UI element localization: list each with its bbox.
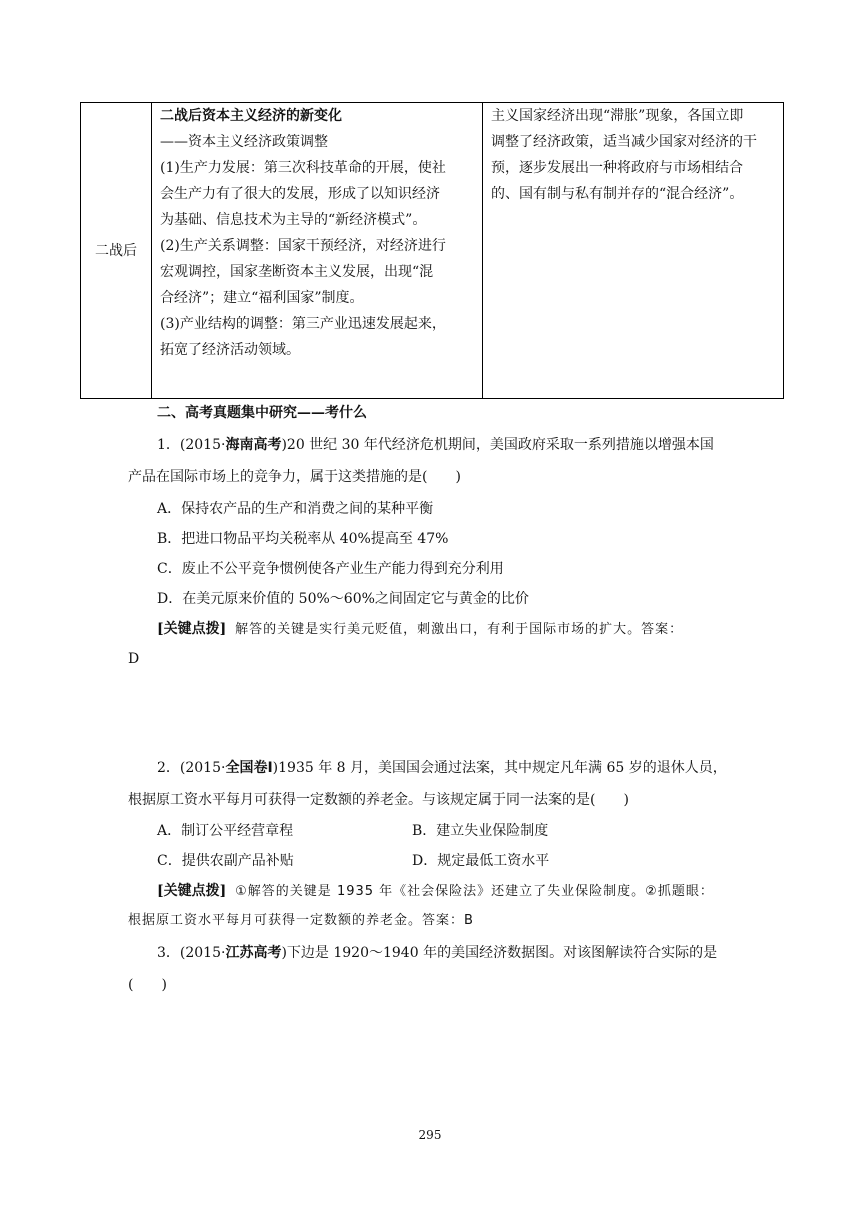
period-label: 二战后	[95, 242, 137, 259]
note-line: 调整了经济政策，适当减少国家对经济的干	[491, 134, 757, 150]
note-line: 主义国家经济出现“滞胀”现象，各国立即	[491, 108, 744, 124]
q2-tip-text-1: ①解答的关键是 1935 年《社会保险法》还建立了失业保险制度。②抓题眼：	[235, 884, 714, 899]
q2-tip-label: [关键点拨]	[157, 883, 227, 899]
section-heading: 二、高考真题集中研究——考什么	[157, 405, 367, 421]
period-cell	[81, 103, 152, 399]
content-line: 合经济”；建立“福利国家”制度。	[160, 290, 364, 306]
note-cell	[483, 103, 784, 399]
content-line: (1)生产力发展：第三次科技革命的开展，使社	[160, 160, 446, 176]
content-line: 会生产力有了很大的发展，形成了以知识经济	[160, 186, 440, 202]
q1-prefix: 1．(2015·	[157, 437, 226, 453]
content-line: 宏观调控，国家垄断资本主义发展，出现“混	[160, 264, 434, 280]
note-line: 预，逐步发展出一种将政府与市场相结合	[491, 160, 743, 176]
q2-stem-line1	[157, 758, 727, 778]
content-cell	[152, 103, 483, 399]
q1-source: 海南高考	[225, 437, 282, 453]
page-number: 295	[418, 1128, 442, 1142]
content-line: 拓宽了经济活动领域。	[160, 342, 300, 358]
q1-tip	[157, 619, 683, 640]
q3-stem-line2: ( )	[128, 977, 167, 993]
q1-stem-line1	[157, 435, 714, 455]
q1-option-a: A．保持农产品的生产和消费之间的某种平衡	[157, 501, 434, 517]
q2-tip	[157, 881, 714, 902]
q2-tip-text-2: 根据原工资水平每月可获得一定数额的养老金。答案：B	[128, 913, 474, 928]
q2-option-b: B．建立失业保险制度	[412, 823, 549, 839]
q3-source: 江苏高考	[225, 945, 282, 961]
content-subtitle: ——资本主义经济政策调整	[160, 134, 328, 150]
q1-tip-label: [关键点拨]	[157, 621, 227, 637]
q1-tip-text: 解答的关键是实行美元贬值，刺激出口，有利于国际市场的扩大。答案：	[235, 622, 684, 637]
content-title: 二战后资本主义经济的新变化	[160, 108, 342, 124]
q2-stem-a: )1935 年 8 月，美国国会通过法案，其中规定凡年满 65 岁的退休人员，	[272, 760, 727, 776]
q3-stem-a: )下边是 1920～1940 年的美国经济数据图。对该图解读符合实际的是	[281, 945, 718, 961]
q1-option-c: C．废止不公平竞争惯例使各产业生产能力得到充分利用	[157, 561, 504, 577]
summary-table	[80, 102, 784, 399]
q2-stem-line2: 根据原工资水平每月可获得一定数额的养老金。与该规定属于同一法案的是( )	[128, 792, 629, 808]
q2-prefix: 2．(2015·	[157, 760, 226, 776]
q2-source: 全国卷Ⅰ	[225, 760, 273, 776]
q1-tip-answer: D	[128, 651, 140, 667]
q1-stem-line2: 产品在国际市场上的竞争力，属于这类措施的是( )	[128, 469, 461, 485]
q2-option-a: A．制订公平经营章程	[157, 823, 294, 839]
q3-prefix: 3．(2015·	[157, 945, 226, 961]
q3-stem-line1	[157, 943, 717, 963]
content-line: (2)生产关系调整：国家干预经济，对经济进行	[160, 238, 446, 254]
content-line: 为基础、信息技术为主导的“新经济模式”。	[160, 212, 427, 228]
note-line: 的、国有制与私有制并存的“混合经济”。	[491, 186, 744, 202]
q1-option-d: D．在美元原来价值的 50%～60%之间固定它与黄金的比价	[157, 591, 529, 607]
q2-option-c: C．提供农副产品补贴	[157, 853, 294, 869]
q1-stem-a: )20 世纪 30 年代经济危机期间，美国政府采取一系列措施以增强本国	[281, 437, 714, 453]
q2-option-d: D．规定最低工资水平	[412, 853, 550, 869]
content-line: (3)产业结构的调整：第三产业迅速发展起来，	[160, 316, 446, 332]
q1-option-b: B．把进口物品平均关税率从 40%提高至 47%	[157, 531, 449, 547]
